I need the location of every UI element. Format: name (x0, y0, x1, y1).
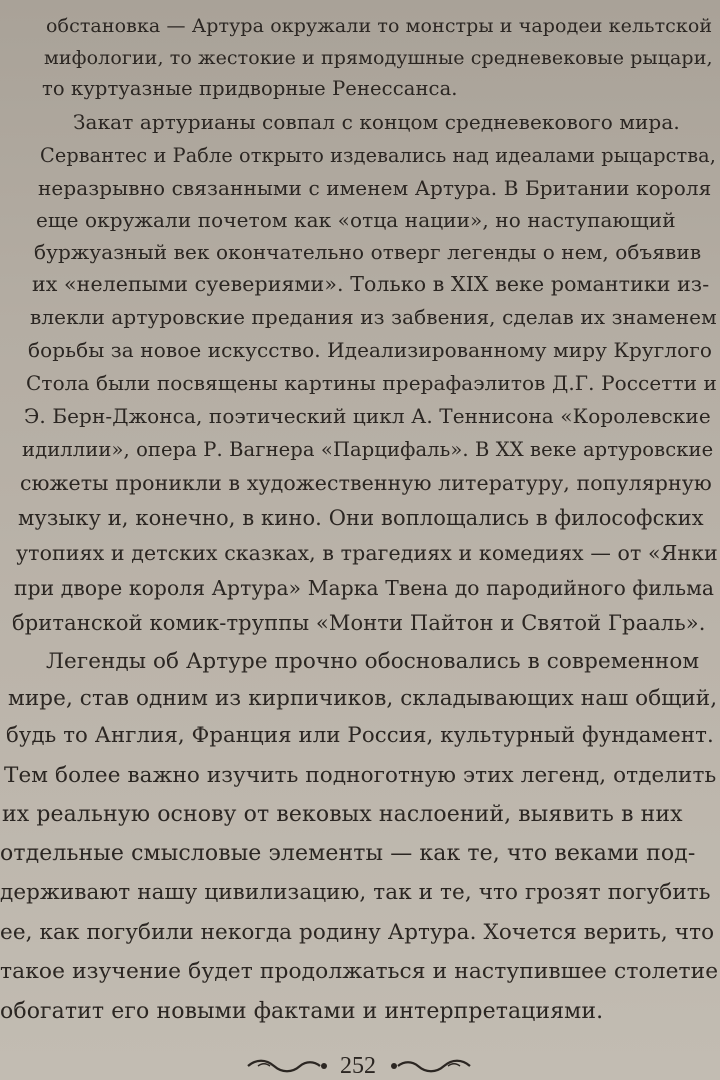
text-line: неразрывно связанными с именем Артура. В Британии короля (38, 176, 712, 200)
text-line: мифологии, то жестокие и прямодушные средневековые рыцари, (44, 47, 713, 69)
left-ornament-icon (246, 1058, 330, 1074)
right-ornament-icon (388, 1058, 472, 1074)
text-line: Сервантес и Рабле открыто издевались над идеалами рыцарства, (40, 144, 716, 167)
text-line: Стола были посвящены картины прерафаэлитов Д.Г. Россетти и (26, 371, 717, 395)
text-line: британской комик-труппы «Монти Пайтон и Святой Грааль». (12, 611, 706, 635)
text-line: держивают нашу цивилизацию, так и те, что грозят погубить (0, 880, 711, 905)
text-line: еще окружали почетом как «отца нации», но наступающий (36, 208, 676, 232)
text-line: мире, став одним из кирпичиков, складывающих наш общий, (8, 686, 718, 711)
text-line: их «нелепыми суевериями». Только в XIX веке романтики из- (32, 272, 710, 296)
page-number: 252 (340, 1053, 376, 1079)
text-line: буржуазный век окончательно отверг легенды о нем, объявив (34, 240, 702, 264)
text-line: Легенды об Артуре прочно обосновались в современном (46, 649, 700, 674)
text-line: то куртуазные придворные Ренессанса. (42, 77, 458, 100)
text-line: влекли артуровские предания из забвения, сделав их знаменем (30, 305, 717, 329)
text-line: отдельные смысловые элементы — как те, что веками под- (0, 841, 696, 866)
text-line: при дворе короля Артура» Марка Твена до пародийного фильма (14, 576, 715, 600)
text-line: борьбы за новое искусство. Идеализированному миру Круглого (28, 338, 713, 362)
text-line: Э. Берн-Джонса, поэтический цикл А. Теннисона «Королевские (24, 404, 711, 428)
text-line: ее, как погубили некогда родину Артура. Хочется верить, что (0, 920, 715, 945)
text-line: будь то Англия, Франция или Россия, культурный фундамент. (6, 723, 714, 748)
text-line: их реальную основу от вековых наслоений, выявить в них (2, 802, 683, 827)
text-line: музыку и, конечно, в кино. Они воплощались в философских (18, 506, 704, 530)
text-line: обстановка — Артура окружали то монстры и чародеи кельтской (46, 15, 713, 37)
page-footer (0, 1052, 720, 1080)
text-line: идиллии», опера Р. Вагнера «Парцифаль». В XX веке артуровские (22, 438, 714, 461)
text-line: такое изучение будет продолжаться и наступившее столетие (0, 959, 719, 984)
text-line: Тем более важно изучить подноготную этих легенд, отделить (4, 763, 717, 788)
text-line: утопиях и детских сказках, в трагедиях и комедиях — от «Янки (16, 541, 718, 565)
text-line: Закат артурианы совпал с концом средневекового мира. (73, 110, 680, 134)
text-line: сюжеты проникли в художественную литературу, популярную (20, 471, 712, 495)
text-line: обогатит его новыми фактами и интерпретациями. (0, 999, 604, 1024)
